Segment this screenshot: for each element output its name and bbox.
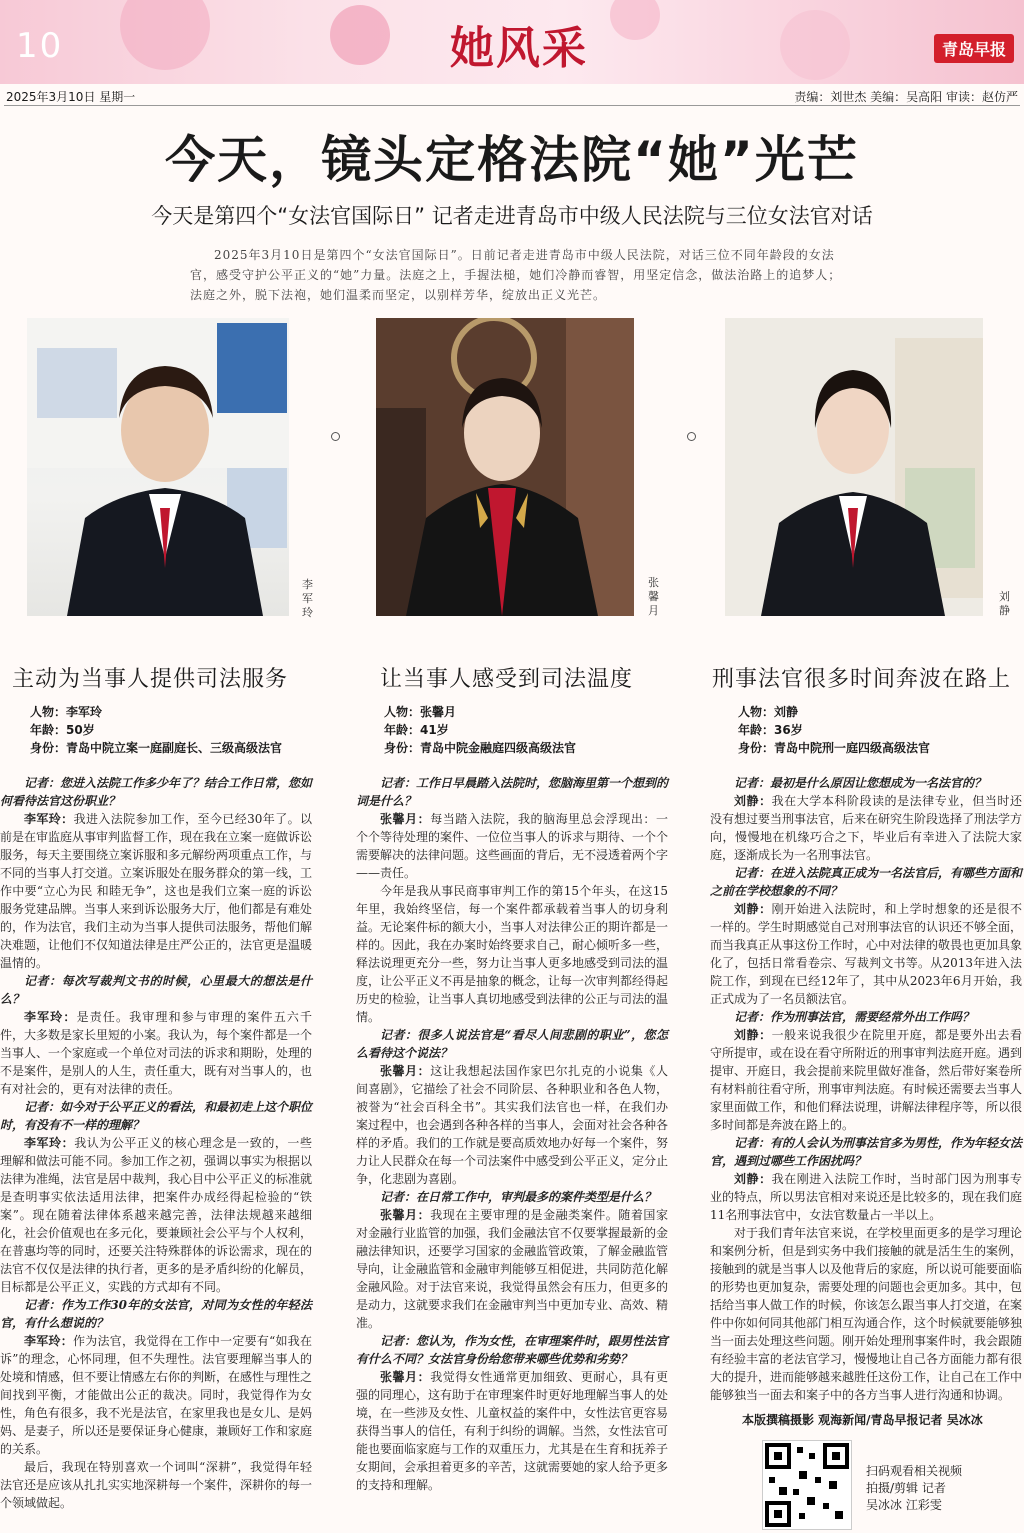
interview-question: 记者：作为工作30年的女法官，对同为女性的年轻法官，有什么想说的？ — [0, 1298, 312, 1330]
photo-caption: 刘静 — [999, 590, 1010, 617]
profile-3 — [738, 703, 1018, 757]
qr-caption — [866, 1463, 962, 1514]
column-title-2: 让当事人感受到司法温度 — [380, 667, 634, 692]
interview-answer — [0, 1332, 312, 1458]
speaker-name: 刘静： — [734, 794, 772, 808]
interview-answer — [356, 882, 668, 1026]
answer-text: 这让我想起法国作家巴尔扎克的小说集《人间喜剧》，它描绘了社会不同阶层、各种职业和各色人物，被誉为“社会百科全书”。其实我们法官也一样，在我们办案过程中，也会遇到各种各样的当事人，会面对社会各种各样的矛盾。我们的工作就是要高质效地办好每一个案件，努力让人民群众在每一个司法案件中感受到公平正义，定分止争，化悲剧为喜剧。 — [356, 1064, 669, 1186]
portrait-photo-liu — [725, 318, 983, 616]
interview-question: 记者：在进入法院真正成为一名法官后，有哪些方面和之前在学校想象的不同？ — [710, 866, 1023, 898]
speaker-name: 刘静： — [734, 1172, 772, 1186]
interview-answer — [0, 1008, 312, 1098]
answer-text: 刚开始进入法院时，和上学时想象的还是很不一样的。学生时期感觉自己对刑事法官的认识还不够全面，而当我真正从事这份工作时，心中对法律的敬畏也更加具象化了，包括日常看卷宗、写裁判文书等。从2013年进入法院工作，到现在已经12年了，其中从2023年6月开始，我正式成为了一名员额法官。 — [710, 902, 1023, 1006]
profile-1 — [30, 703, 330, 757]
profile-name: 人物：张馨月 — [384, 705, 457, 719]
interview-question: 记者：最初是什么原因让您想成为一名法官的？ — [734, 776, 987, 790]
answer-text: 我觉得女性通常更加细致、更耐心，具有更强的同理心，这有助于在审理案件时更好地理解当事人的处境，在一些涉及女性、儿童权益的案件中，女性法官更容易获得当事人的信任，有利于纠纷的调解。当然，女性法官可能也要面临家庭与工作的双重压力，尤其是在生育和抚养子女期间，会承担着更多的辛苦，这就需要她的家人给予更多的支持和理解。 — [356, 1370, 669, 1492]
interview-answer — [356, 810, 668, 882]
answer-text: 每当踏入法院，我的脑海里总会浮现出：一个个等待处理的案件、一位位当事人的诉求与期待、一个个需要解决的法律问题。这些画面的背后，无不浸透着两个字——责任。 — [356, 812, 669, 880]
interview-answer — [710, 792, 1022, 864]
interview-question: 记者：每次写裁判文书的时候，心里最大的想法是什么？ — [0, 974, 312, 1006]
qr-caption-line: 扫码观看相关视频 — [866, 1464, 963, 1478]
speaker-name: 李军玲： — [24, 812, 74, 826]
photo-credit: 本版撰稿摄影 观海新闻/青岛早报记者 吴冰冰 — [742, 1413, 983, 1427]
headline: 今天，镜头定格法院“她”光芒 — [165, 131, 859, 189]
portrait-illustration — [725, 318, 983, 616]
portrait-illustration — [376, 318, 634, 616]
flower-decoration — [120, 0, 210, 70]
profile-2 — [384, 703, 684, 757]
interview-question: 记者：工作日早晨踏入法院时，您脑海里第一个想到的词是什么？ — [356, 776, 669, 808]
interview-question: 记者：在日常工作中，审判最多的案件类型是什么？ — [380, 1190, 657, 1204]
answer-text: 今年是我从事民商事审判工作的第15个年头，在这15年里，我始终坚信，每一个案件都承载着当事人的切身利益。无论案件标的额大小，当事人对法律公正的期许都是一样的。因此，我在办案时始终要求自己，耐心倾听多一些，释法说理更充分一些，努力让当事人更多地感受到司法的温度，让公平正义不再是抽象的概念，让每一次审判都经得起历史的检验，让当事人真切地感受到法律的公正与司法的温情。 — [356, 884, 669, 1024]
interview-question: 记者：您认为，作为女性，在审理案件时，跟男性法官有什么不同？女法官身份给您带来哪些优势和劣势？ — [356, 1334, 669, 1366]
interview-answer — [356, 1062, 668, 1188]
lead-paragraph: 2025年3月10日是第四个“女法官国际日”。日前记者走进青岛市中级人民法院，对话三位不同年龄段的女法官，感受守护公平正义的“她”力量。法庭之上，手握法槌，她们冷静而睿智，用坚定信念，做法治路上的追梦人；法庭之外，脱下法袍，她们温柔而坚定，以别样芳华，绽放出正义光芒。 — [190, 248, 842, 302]
article-body-3 — [710, 774, 1022, 1404]
profile-title: 身份：青岛中院立案一庭副庭长、三级高级法官 — [30, 741, 283, 755]
answer-text: 作为法官，我觉得在工作中一定要有“如我在诉”的理念，心怀同理，但不失理性。法官要理解当事人的处境和情感，但不要让情感左右你的判断，在感性与理性之间找到平衡，才能做出公正的裁决。同时，我觉得作为女性，角色有很多，我不光是法官，在家里我也是女儿、是妈妈、是妻子，所以还是要保证身心健康，兼顾好工作和家庭的关系。 — [0, 1334, 313, 1456]
page-number: 10 — [16, 26, 64, 66]
answer-text: 最后，我现在特别喜欢一个词叫“深耕”，我觉得年轻法官还是应该从扎扎实实地深耕每一个案件，深耕你的每一个领域做起。 — [0, 1460, 313, 1510]
portrait-illustration — [27, 318, 289, 616]
column-title-1: 主动为当事人提供司法服务 — [12, 667, 289, 692]
interview-answer — [0, 810, 312, 972]
flower-decoration — [330, 5, 390, 65]
speaker-name: 张馨月： — [380, 1208, 431, 1222]
interview-question: 记者：作为刑事法官，需要经常外出工作吗？ — [734, 1010, 975, 1024]
profile-age: 年龄：41岁 — [384, 723, 449, 737]
speaker-name: 李军玲： — [24, 1334, 74, 1348]
interview-answer — [710, 1224, 1022, 1404]
answer-text: 我现在主要审理的是金融类案件。随着国家对金融行业监管的加强，我们金融法官不仅要掌握最新的金融法律知识，还要学习国家的金融监管政策，了解金融监管导向，让金融监管和金融审判能够互相促进，共同防范化解金融风险。对于法官来说，我觉得虽然会有压力，但更多的是动力，这就要求我们在金融审判当中更加专业、高效、精准。 — [356, 1208, 669, 1330]
speaker-name: 刘静： — [734, 1028, 772, 1042]
interview-question: 记者：有的人会认为刑事法官多为男性，作为年轻女法官，遇到过哪些工作困扰吗？ — [710, 1136, 1023, 1168]
profile-age: 年龄：36岁 — [738, 723, 803, 737]
interview-answer — [0, 1458, 312, 1512]
answer-text: 我进入法院参加工作，至今已经30年了。以前是在审监庭从事审判监督工作，现在我在立案一庭做诉讼服务，每天主要围绕立案诉服和多元解纷两项重点工作，与不同的当事人打交道。立案诉服处在服务群众的第一线，工作中要“立心为民 和睦无争”，这也是我们立案一庭的诉讼服务党建品牌。当事人来到诉讼服务大厅，他们都是有难处的，作为法官，我们主动为当事人提供司法服务，帮他们解决难题，让他们不仅知道法律是庄严公正的，法官更是温暖温情的。 — [0, 812, 313, 970]
interview-answer — [710, 1170, 1022, 1224]
issue-date: 2025年3月10日 星期一 — [6, 90, 136, 104]
divider-dot — [331, 432, 340, 441]
interview-answer — [356, 1368, 668, 1494]
brand-logo: 青岛早报 — [934, 34, 1014, 63]
speaker-name: 李军玲： — [24, 1010, 77, 1024]
editor-credits: 责编：刘世杰 美编：吴高阳 审读：赵仿严 — [794, 90, 1018, 104]
qr-caption-line: 拍摄/剪辑 记者 — [866, 1481, 946, 1495]
meta-line — [0, 88, 1024, 104]
qr-caption-line: 吴冰冰 江彩雯 — [866, 1498, 942, 1512]
interview-answer — [0, 1134, 312, 1296]
interview-answer — [710, 1026, 1022, 1134]
flower-decoration — [610, 0, 660, 40]
portrait-photo-li — [27, 318, 289, 616]
interview-question: 记者：如今对于公平正义的看法，和最初走上这个职位时，有没有不一样的理解？ — [0, 1100, 313, 1132]
section-title: 她风采 — [450, 23, 588, 74]
interview-question: 记者：很多人说法官是“看尽人间悲剧的职业”，您怎么看待这个说法？ — [356, 1028, 668, 1060]
interview-answer — [710, 900, 1022, 1008]
qr-code-icon — [763, 1441, 851, 1529]
photo-caption: 张馨月 — [648, 576, 659, 617]
answer-text: 我在刚进入法院工作时，当时部门因为刑事专业的特点，所以男法官相对来说还是比较多的，现在我们庭11名刑事法官中，女法官数量占一半以上。 — [710, 1172, 1023, 1222]
qr-code[interactable] — [762, 1440, 852, 1530]
column-title-3: 刑事法官很多时间奔波在路上 — [712, 667, 1012, 692]
profile-name: 人物：刘静 — [738, 705, 799, 719]
answer-text: 对于我们青年法官来说，在学校里面更多的是学习理论和案例分析，但是到实务中我们接触的就是活生生的案例，接触到的就是当事人以及他背后的家庭，所以说可能要面临的形势也更加复杂，需要处理的问题也会更加多。其中，包括给当事人做工作的时候，你该怎么跟当事人打交道，在案件中你如何同其他部门相互沟通合作，这个时候就要能够独当一面去处理这些问题。刚开始处理刑事案件时，我会跟随有经验丰富的老法官学习，慢慢地让自己各方面能力都有很大的提升，进而能够越来越胜任这份工作，让自己在工作中能够独当一面去和案子中的各方当事人进行沟通和协调。 — [710, 1226, 1023, 1402]
answer-text: 一般来说我很少在院里开庭，都是要外出去看守所提审，或在设在看守所附近的刑事审判法庭开庭。遇到提审、开庭日，我会提前来院里做好准备，然后带好案卷所有材料前往看守所，刑事审判法庭。有时候还需要去当事人家里面做工作，和他们释法说理，讲解法律程序等，所以很多时间都是奔波在路上的。 — [710, 1028, 1023, 1132]
divider-dot — [687, 432, 696, 441]
article-body-2 — [356, 774, 668, 1494]
subheadline: 今天是第四个“女法官国际日” 记者走进青岛市中级人民法院与三位女法官对话 — [151, 204, 873, 228]
divider — [4, 105, 1020, 106]
profile-title: 身份：青岛中院刑一庭四级高级法官 — [738, 741, 931, 755]
speaker-name: 张馨月： — [380, 1370, 431, 1384]
article-body-1 — [0, 774, 312, 1512]
answer-text: 是责任。我审理和参与审理的案件五六千件，大多数是家长里短的小案。我认为，每个案件都是一个当事人、一个家庭或一个单位对司法的诉求和期盼，处理的不是案件，是别人的人生，责任重大，既有对当事人的，也有对社会的，更有对法律的责任。 — [0, 1010, 313, 1096]
speaker-name: 刘静： — [734, 902, 772, 916]
profile-title: 身份：青岛中院金融庭四级高级法官 — [384, 741, 577, 755]
page-banner — [0, 0, 1024, 84]
interview-answer — [356, 1206, 668, 1332]
flower-decoration — [780, 10, 850, 80]
portrait-photo-zhang — [376, 318, 634, 616]
photo-caption: 李军玲 — [302, 578, 313, 619]
answer-text: 我认为公平正义的核心理念是一致的，一些理解和做法可能不同。参加工作之初，强调以事实为根据以法律为准绳，法官是居中裁判，我心目中公平正义的标准就是查明事实依法适用法律，把案件办成经得起检验的“铁案”。现在随着法律体系越来越完善，法律法规越来越细化，社会价值观也在多元化，要兼顾社会公平与个人权利，在普惠均等的同时，还要关注特殊群体的诉讼需求，现在的法官不仅仅是法律的执行者，更多的是矛盾纠纷的化解员，目标都是公平正义，实践的方式却有不同。 — [0, 1136, 313, 1294]
answer-text: 我在大学本科阶段读的是法律专业，但当时还没有想过要当刑事法官，后来在研究生阶段选择了刑法学方向，慢慢地在机缘巧合之下，毕业后有幸进入了法院大家庭，逐渐成长为一名刑事法官。 — [710, 794, 1023, 862]
profile-name: 人物：李军玲 — [30, 705, 103, 719]
speaker-name: 张馨月： — [380, 1064, 431, 1078]
interview-question: 记者：您进入法院工作多少年了？结合工作日常，您如何看待法官这份职业？ — [0, 776, 313, 808]
speaker-name: 张馨月： — [380, 812, 431, 826]
profile-age: 年龄：50岁 — [30, 723, 95, 737]
speaker-name: 李军玲： — [24, 1136, 75, 1150]
